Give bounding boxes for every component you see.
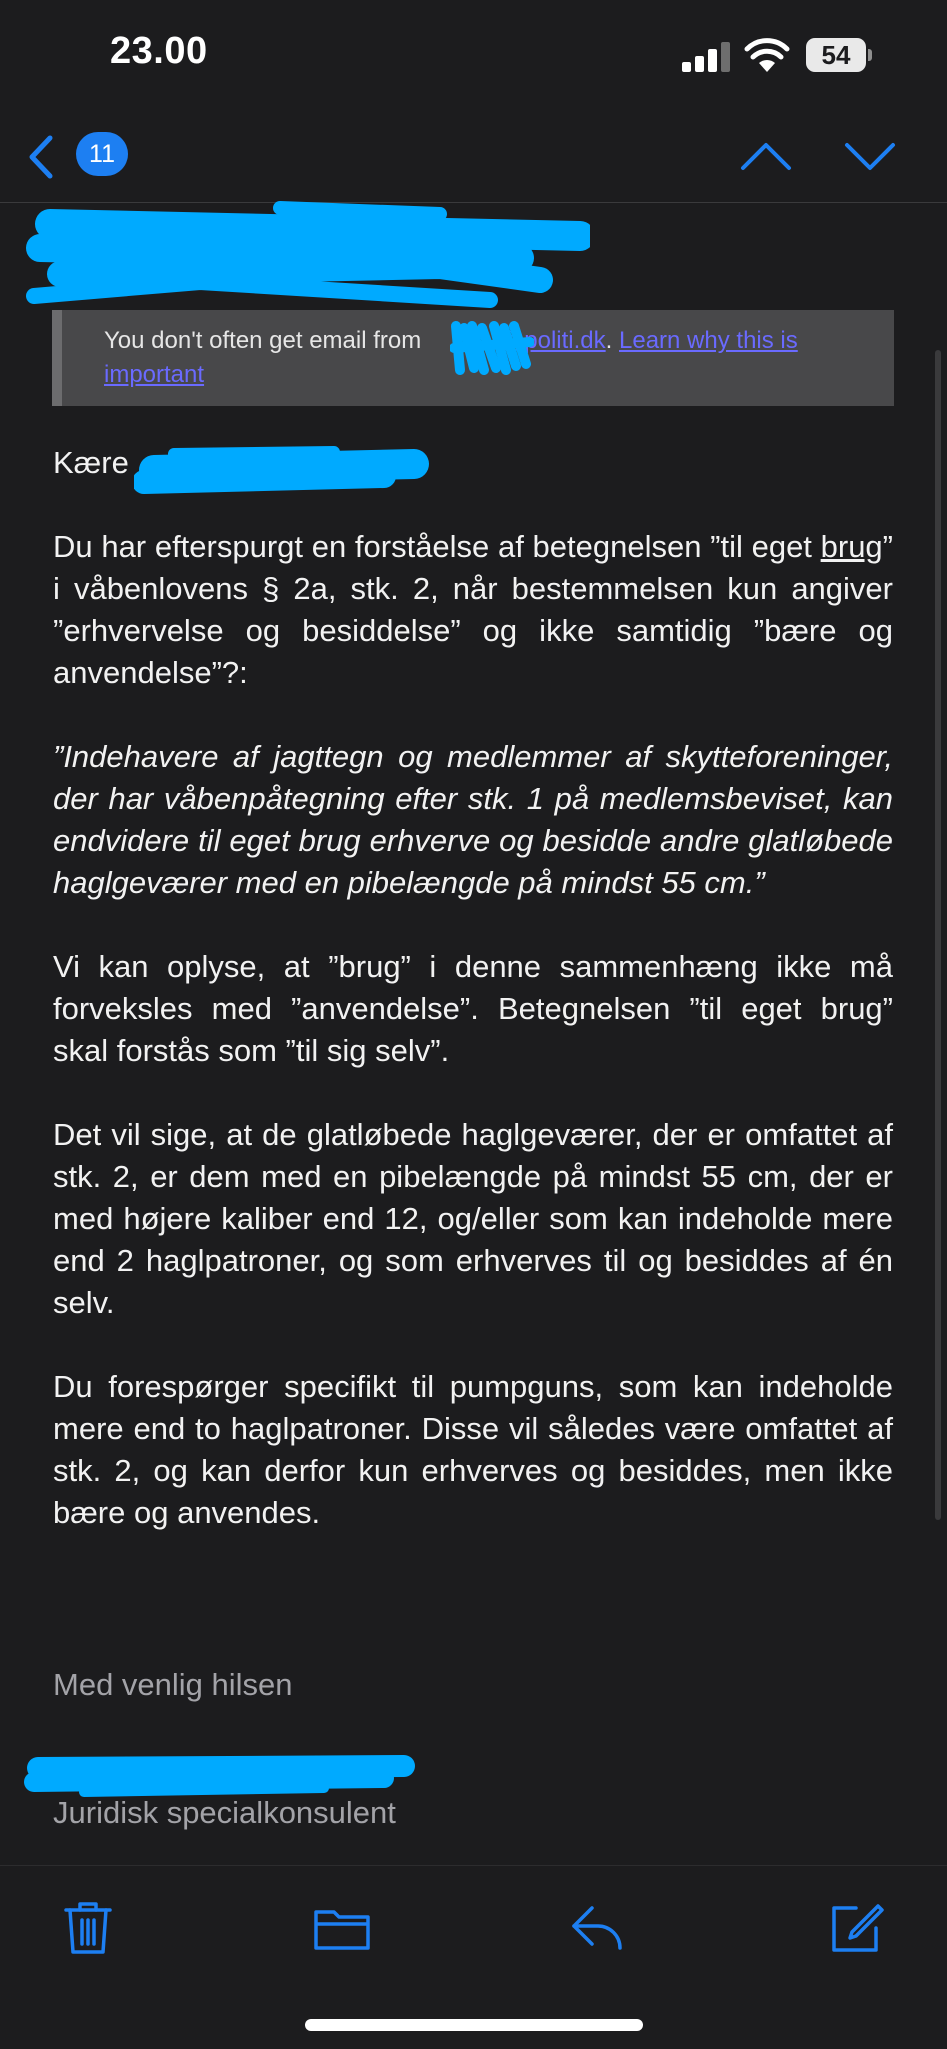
p1-start: Du har efterspurgt en forståelse af betegnelsen ”til eget — [53, 529, 821, 564]
greeting-word: Kære — [53, 445, 129, 480]
trash-icon[interactable] — [58, 1898, 118, 1958]
folder-icon[interactable] — [312, 1898, 372, 1958]
compose-icon[interactable] — [826, 1898, 886, 1958]
paragraph-pumpguns: Du forespørger specifikt til pumpguns, som kan indeholde mere end to haglpatroner. Disse vil således være omfattet af stk. 2, og kan derfor kun erhverves og besiddes, men ikke bære og anvendes. — [53, 1369, 893, 1530]
warning-separator: . — [605, 327, 619, 354]
battery-icon — [806, 38, 872, 72]
sender-email-domain[interactable]: @politi.dk — [499, 327, 606, 354]
email-body — [53, 442, 893, 1534]
reply-icon[interactable] — [568, 1898, 628, 1958]
status-time: 23.00 — [110, 30, 208, 72]
paragraph-explanation: Vi kan oplyse, at ”brug” i denne sammenhæng ikke må forveksles med ”anvendelse”. Betegnelsen ”til eget brug” skal forstås som ”til sig selv”. — [53, 949, 893, 1068]
unread-count-badge[interactable]: 11 — [76, 132, 128, 176]
home-indicator[interactable] — [305, 2019, 643, 2031]
warning-prefix: You don't often get email from — [104, 327, 428, 354]
back-chevron-icon[interactable] — [24, 132, 58, 182]
redacted-email-name-scribble — [450, 320, 534, 376]
signoff: Med venlig hilsen — [53, 1667, 293, 1702]
status-bar — [0, 0, 947, 110]
scroll-indicator[interactable] — [935, 350, 941, 1520]
wifi-icon — [744, 38, 790, 72]
previous-message-chevron-up-icon[interactable] — [738, 136, 794, 176]
paragraph-definition: Det vil sige, at de glatløbede haglgeværer, der er omfattet af stk. 2, er dem med en pibelængde på mindst 55 cm, der er med højere kaliber end 12, og/eller som kan indeholde mere end 2 haglpatroner, og som erhverves til og besiddes af én selv. — [53, 1117, 893, 1320]
cellular-signal-icon — [682, 42, 734, 72]
battery-level: 54 — [806, 38, 866, 72]
next-message-chevron-down-icon[interactable] — [842, 136, 898, 176]
battery-tip — [868, 49, 872, 61]
p1-underlined-word: brug — [820, 529, 883, 564]
p1-end: ” i våbenlovens § 2a, stk. 2, når bestemmelsen kun angiver ”erhvervelse og besiddelse” og ikke samtidig ”bære og anvendelse”?: — [53, 529, 893, 690]
law-quote: ”Indehavere af jagttegn og medlemmer af skytteforeninger, der har våbenpåtegning efter stk. 1 på medlemsbeviset, kan endvidere til eget brug erhverve og besidde andre glatløbede haglgeværer med en pibelængde på mindst 55 cm.” — [53, 739, 893, 900]
learn-why-important-link[interactable]: Learn why this is important — [104, 327, 798, 388]
redacted-sender-scribble — [20, 196, 590, 314]
mail-nav-bar — [0, 110, 947, 203]
redacted-recipient-scribble — [134, 436, 430, 506]
signature-title: Juridisk specialkonsulent — [53, 1795, 396, 1830]
paragraph-question — [53, 526, 893, 694]
